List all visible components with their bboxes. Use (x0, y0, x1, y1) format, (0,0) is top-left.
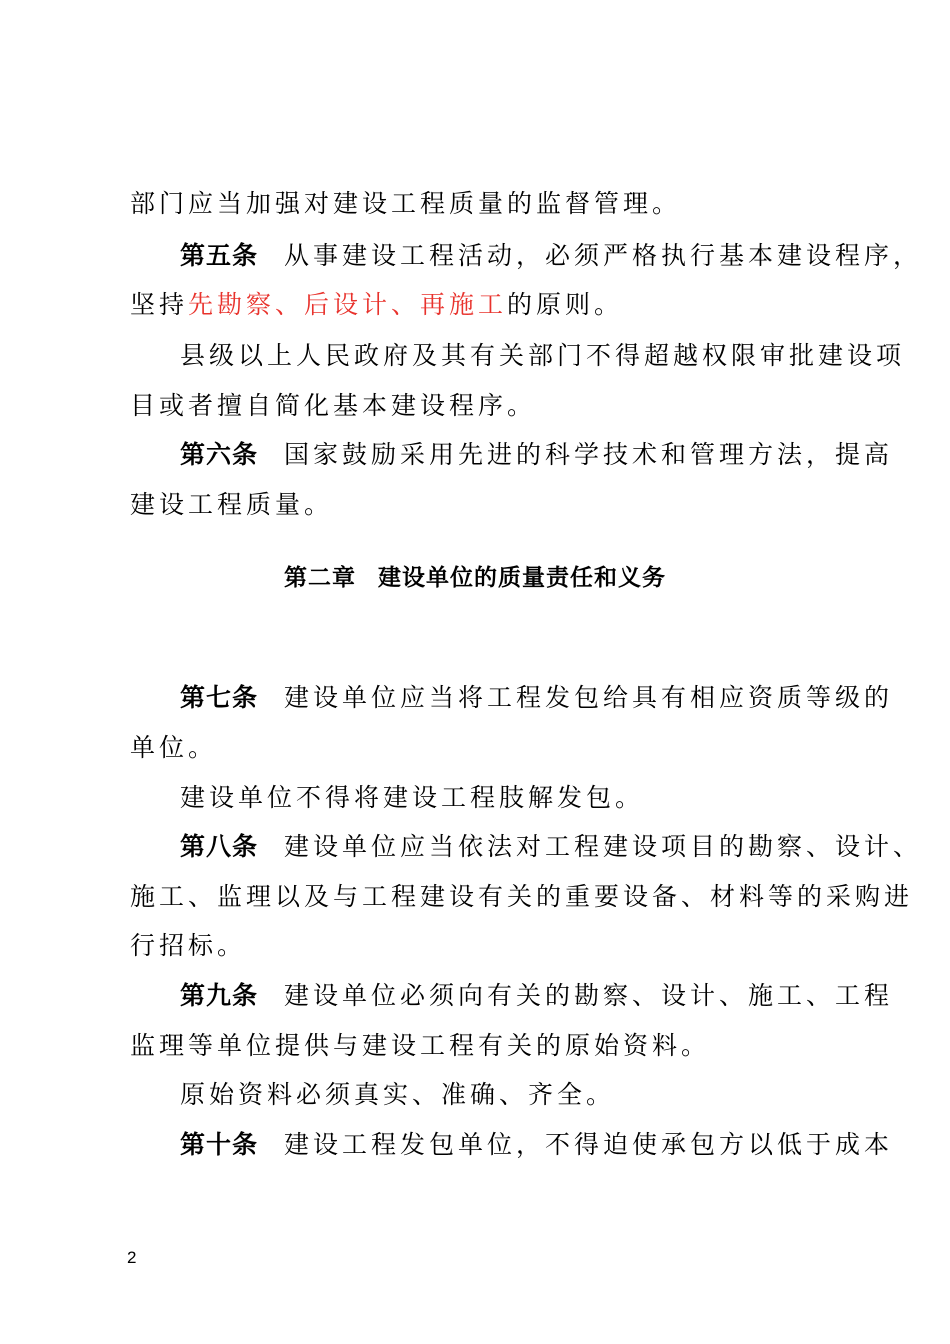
article-label: 第六条 (180, 440, 259, 469)
paragraph-text: 目或者擅自简化基本建设程序。 (130, 391, 537, 420)
article-text: 建设工程发包单位，不得迫使承包方以低于成本 (284, 1130, 894, 1159)
article-6-line-1 (180, 437, 900, 473)
article-text: 监理等单位提供与建设工程有关的原始资料。 (130, 1031, 711, 1060)
article-text: 坚持 (130, 290, 189, 319)
article-label: 第五条 (180, 241, 259, 270)
article-text: 国家鼓励采用先进的科学技术和管理方法，提高 (284, 440, 894, 469)
article-label: 第七条 (180, 683, 259, 712)
text-line (130, 186, 850, 222)
article-text: 建设单位应当将工程发包给具有相应资质等级的 (284, 683, 894, 712)
article-text: 建设单位必须向有关的勘察、设计、施工、工程 (284, 981, 894, 1010)
article-label: 第八条 (180, 832, 259, 861)
article-7-line-1 (180, 680, 900, 716)
article-text: 建设单位应当依法对工程建设项目的勘察、设计、 (284, 832, 923, 861)
article-7-line-2 (130, 730, 850, 766)
paragraph-text: 建设单位不得将建设工程肢解发包。 (180, 783, 645, 812)
article-8-line-3 (130, 928, 850, 964)
paragraph-line (180, 780, 900, 816)
article-text: 建设工程质量。 (130, 490, 334, 519)
article-text: 行招标。 (130, 931, 247, 960)
article-5-line-2 (130, 287, 850, 323)
article-6-line-2 (130, 487, 850, 523)
highlighted-text: 先勘察、后设计、再施工 (188, 290, 508, 319)
paragraph-line-2 (130, 388, 850, 424)
paragraph-line (180, 1077, 900, 1113)
article-label: 第十条 (180, 1130, 259, 1159)
article-text: 的原则。 (507, 290, 624, 319)
article-9-line-1 (180, 978, 900, 1014)
article-8-line-2 (130, 879, 914, 915)
chapter-title: 建设单位的质量责任和义务 (378, 565, 666, 591)
paragraph-text: 原始资料必须真实、准确、齐全。 (180, 1080, 616, 1109)
chapter-heading (0, 560, 950, 596)
paragraph-text: 部门应当加强对建设工程质量的监督管理。 (130, 189, 682, 218)
chapter-number: 第二章 (284, 565, 356, 591)
article-9-line-2 (130, 1028, 850, 1064)
article-label: 第九条 (180, 981, 259, 1010)
article-text: 施工、监理以及与工程建设有关的重要设备、材料等的采购进 (130, 882, 914, 911)
article-5-line-1 (180, 238, 923, 274)
page-number: 2 (127, 1248, 137, 1267)
article-10-line-1 (180, 1127, 900, 1163)
article-text: 单位。 (130, 733, 218, 762)
paragraph-text: 县级以上人民政府及其有关部门不得超越权限审批建设项 (180, 341, 906, 370)
article-text: 从事建设工程活动，必须严格执行基本建设程序， (284, 241, 923, 270)
article-8-line-1 (180, 829, 923, 865)
paragraph-line-1 (180, 338, 906, 374)
